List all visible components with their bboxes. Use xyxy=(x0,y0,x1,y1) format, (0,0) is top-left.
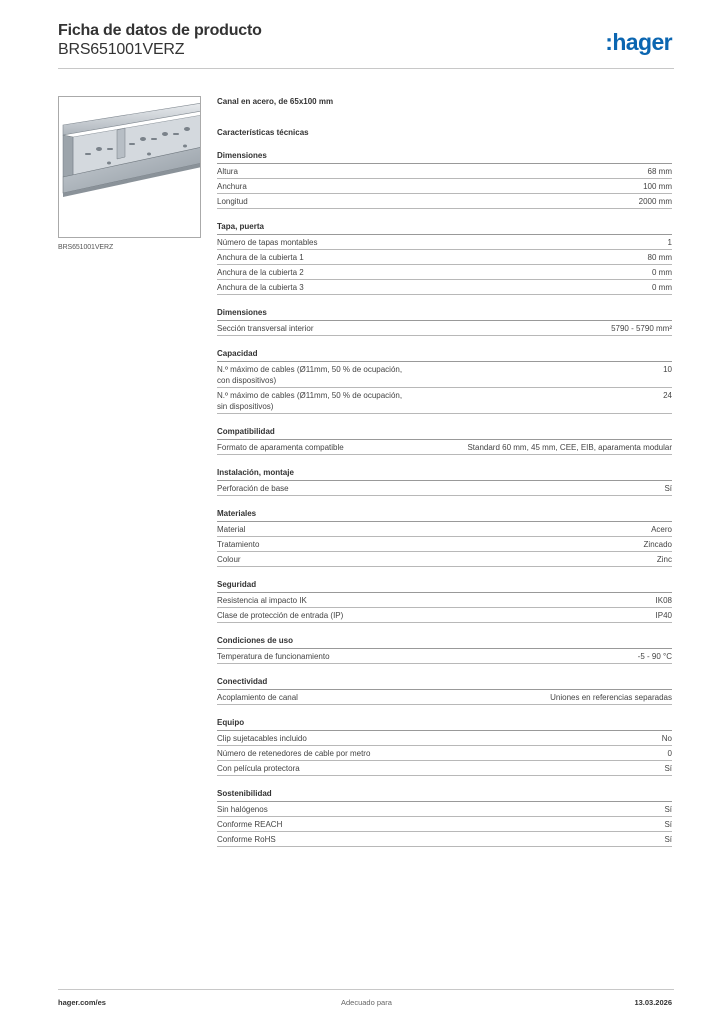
spec-value: Sí xyxy=(664,835,672,844)
section-title: Condiciones de uso xyxy=(217,634,672,649)
footer-website-link[interactable]: hager.com/es xyxy=(58,998,106,1007)
spec-section xyxy=(217,425,672,455)
spec-label: Temperatura de funcionamiento xyxy=(217,652,330,661)
characteristics-sections xyxy=(217,149,672,847)
section-title: Materiales xyxy=(217,507,672,522)
spec-value: Sí xyxy=(664,484,672,493)
spec-value: 10 xyxy=(663,365,672,374)
spec-row xyxy=(217,481,672,496)
spec-value: Standard 60 mm, 45 mm, CEE, EIB, aparamenta modular xyxy=(467,443,672,452)
section-title: Dimensiones xyxy=(217,149,672,164)
spec-label: Clase de protección de entrada (IP) xyxy=(217,611,344,620)
section-title: Compatibilidad xyxy=(217,425,672,440)
spec-value: 0 mm xyxy=(652,283,672,292)
page-footer xyxy=(58,998,674,1010)
spec-label: Número de retenedores de cable por metro xyxy=(217,749,371,758)
spec-label: N.º máximo de cables (Ø11mm, 50 % de ocupación, con dispositivos) xyxy=(217,365,403,385)
spec-row xyxy=(217,649,672,664)
spec-label: Perforación de base xyxy=(217,484,289,493)
spec-value: Sí xyxy=(664,764,672,773)
spec-label: Altura xyxy=(217,167,238,176)
spec-row xyxy=(217,552,672,567)
spec-label: Acoplamiento de canal xyxy=(217,693,298,702)
spec-row xyxy=(217,388,672,414)
spec-section xyxy=(217,149,672,209)
spec-section xyxy=(217,220,672,295)
spec-label: Formato de aparamenta compatible xyxy=(217,443,344,452)
spec-value: No xyxy=(661,734,672,743)
spec-value: 24 xyxy=(663,391,672,400)
spec-label: Clip sujetacables incluido xyxy=(217,734,307,743)
spec-label: Longitud xyxy=(217,197,248,206)
spec-section xyxy=(217,466,672,496)
spec-label: Anchura de la cubierta 1 xyxy=(217,253,304,262)
spec-section xyxy=(217,306,672,336)
footer-divider xyxy=(58,989,674,990)
spec-label: Material xyxy=(217,525,246,534)
spec-value: Uniones en referencias separadas xyxy=(550,693,672,702)
spec-section xyxy=(217,787,672,847)
spec-row xyxy=(217,321,672,336)
spec-row xyxy=(217,362,672,388)
section-title: Seguridad xyxy=(217,578,672,593)
section-title: Instalación, montaje xyxy=(217,466,672,481)
spec-value: 0 xyxy=(667,749,672,758)
spec-value: IK08 xyxy=(655,596,672,605)
section-title: Sostenibilidad xyxy=(217,787,672,802)
spec-row xyxy=(217,280,672,295)
spec-value: 1 xyxy=(667,238,672,247)
spec-value: 68 mm xyxy=(647,167,672,176)
spec-row xyxy=(217,179,672,194)
spec-row xyxy=(217,440,672,455)
spec-value: -5 - 90 °C xyxy=(637,652,672,661)
spec-value: Acero xyxy=(651,525,672,534)
spec-section xyxy=(217,716,672,776)
spec-label: Resistencia al impacto IK xyxy=(217,596,307,605)
spec-row xyxy=(217,832,672,847)
spec-label: Conforme RoHS xyxy=(217,835,276,844)
spec-row xyxy=(217,250,672,265)
spec-value: 100 mm xyxy=(643,182,672,191)
spec-row xyxy=(217,164,672,179)
section-title: Equipo xyxy=(217,716,672,731)
spec-label: Anchura de la cubierta 3 xyxy=(217,283,304,292)
page-header xyxy=(58,22,674,70)
spec-row xyxy=(217,608,672,623)
spec-label: Sin halógenos xyxy=(217,805,268,814)
spec-label: Sección transversal interior xyxy=(217,324,314,333)
spec-value: 2000 mm xyxy=(638,197,672,206)
section-title: Capacidad xyxy=(217,347,672,362)
spec-label: Anchura xyxy=(217,182,247,191)
spec-section xyxy=(217,634,672,664)
spec-value: Zincado xyxy=(643,540,672,549)
spec-section xyxy=(217,578,672,623)
spec-value: 5790 - 5790 mm² xyxy=(611,324,672,333)
section-title: Conectividad xyxy=(217,675,672,690)
product-image xyxy=(58,96,201,238)
spec-value: Sí xyxy=(664,820,672,829)
spec-value: 0 mm xyxy=(652,268,672,277)
spec-label: Conforme REACH xyxy=(217,820,283,829)
spec-section xyxy=(217,675,672,705)
spec-value: IP40 xyxy=(655,611,672,620)
spec-label: Colour xyxy=(217,555,241,564)
spec-row xyxy=(217,761,672,776)
spec-row xyxy=(217,235,672,250)
spec-label: Con película protectora xyxy=(217,764,300,773)
spec-row xyxy=(217,265,672,280)
header-divider xyxy=(58,68,674,69)
hager-logo: :hager xyxy=(605,29,672,55)
characteristics-title: Características técnicas xyxy=(217,128,309,137)
spec-label: Tratamiento xyxy=(217,540,260,549)
spec-label: Anchura de la cubierta 2 xyxy=(217,268,304,277)
section-title: Dimensiones xyxy=(217,306,672,321)
image-caption: BRS651001VERZ xyxy=(58,244,114,251)
spec-row xyxy=(217,690,672,705)
spec-label: N.º máximo de cables (Ø11mm, 50 % de ocupación, sin dispositivos) xyxy=(217,391,403,411)
spec-row xyxy=(217,802,672,817)
footer-suitable-for: Adecuado para xyxy=(341,998,392,1007)
steel-cable-trunking-photo xyxy=(59,97,201,238)
section-title: Tapa, puerta xyxy=(217,220,672,235)
document-title: Ficha de datos de producto xyxy=(58,22,262,39)
technical-data xyxy=(217,96,672,847)
spec-row xyxy=(217,522,672,537)
spec-value: Sí xyxy=(664,805,672,814)
spec-row xyxy=(217,746,672,761)
product-reference: BRS651001VERZ xyxy=(58,41,185,58)
spec-section xyxy=(217,347,672,414)
spec-row xyxy=(217,194,672,209)
footer-date: 13.03.2026 xyxy=(634,998,672,1007)
product-description: Canal en acero, de 65x100 mm xyxy=(217,97,334,106)
spec-value: Zinc xyxy=(656,555,672,564)
spec-row xyxy=(217,537,672,552)
spec-value: 80 mm xyxy=(647,253,672,262)
spec-label: Número de tapas montables xyxy=(217,238,318,247)
spec-section xyxy=(217,507,672,567)
spec-row xyxy=(217,731,672,746)
spec-row xyxy=(217,593,672,608)
spec-row xyxy=(217,817,672,832)
